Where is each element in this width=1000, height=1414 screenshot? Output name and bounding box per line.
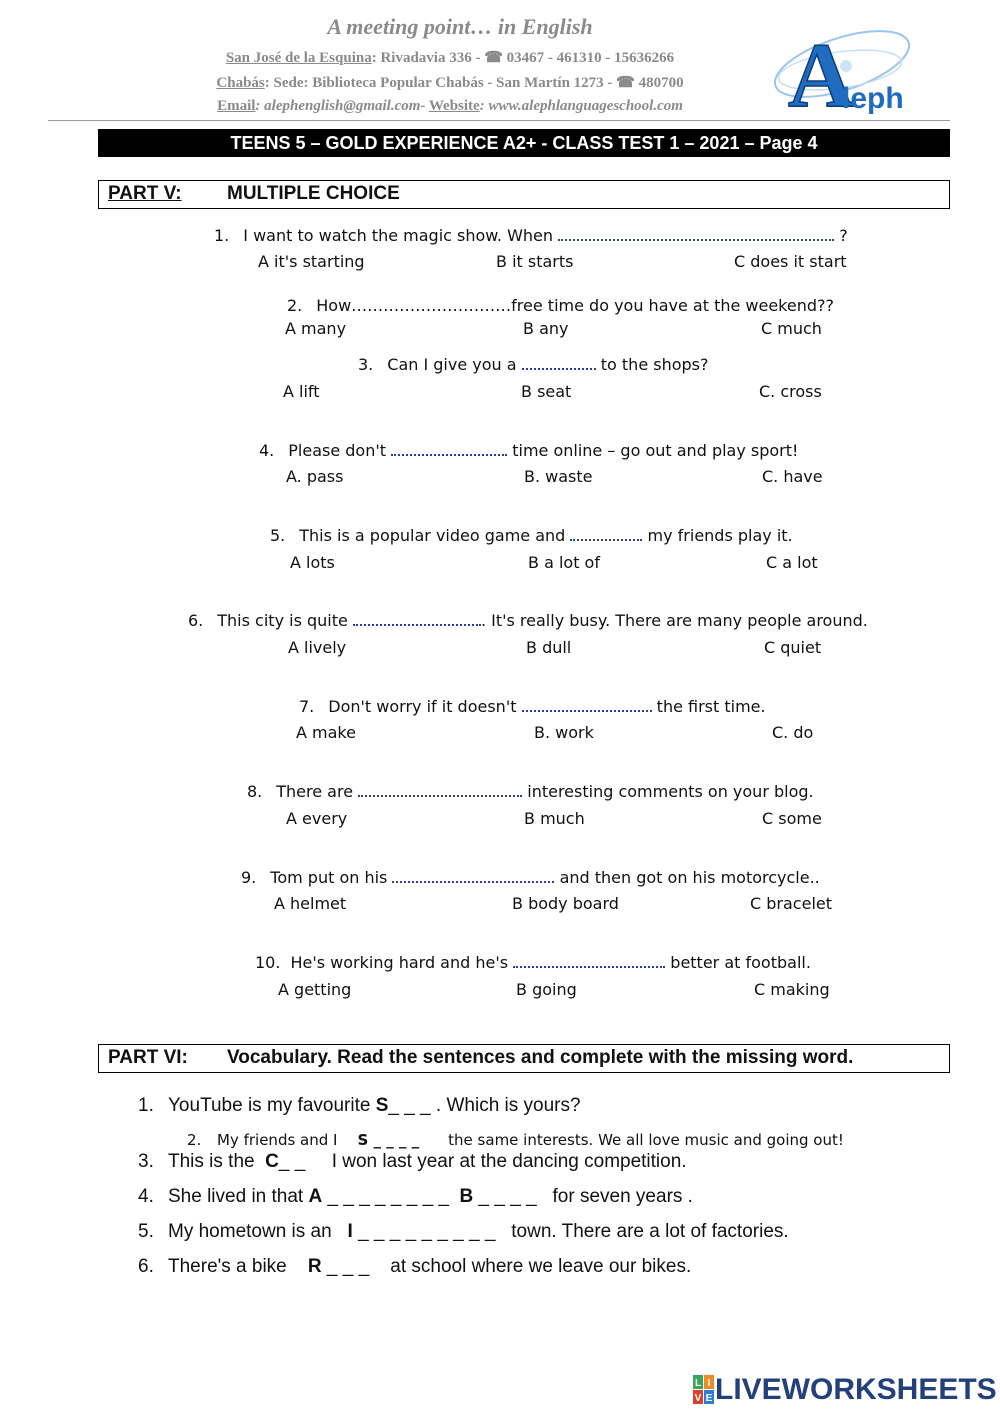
question-text-after: better at football. bbox=[670, 953, 811, 972]
vocab-item-4 bbox=[138, 1186, 693, 1208]
q6-option-a[interactable]: A lively bbox=[288, 638, 347, 657]
question-text-after: ? bbox=[839, 226, 848, 245]
vocab-number: 5. bbox=[138, 1221, 154, 1242]
answer-blank-1[interactable] bbox=[558, 225, 834, 241]
q3-option-b[interactable]: B seat bbox=[521, 382, 572, 401]
vocab-blank[interactable]: _ _ _ at school where we leave our bikes. bbox=[321, 1256, 692, 1277]
vocab-text: My hometown is an bbox=[168, 1221, 348, 1242]
address-san-jose: : Rivadavia 336 - ☎ 03467 - 461310 - 15636266 bbox=[371, 50, 675, 66]
vocab-hint-letter[interactable]: C bbox=[265, 1151, 279, 1172]
question-number: 9. bbox=[241, 868, 257, 887]
question-text-after: time online – go out and play sport! bbox=[512, 441, 799, 460]
question-7 bbox=[299, 696, 766, 716]
vocab-text: This is the bbox=[168, 1151, 266, 1172]
question-text: Can I give you a bbox=[387, 355, 517, 374]
vocab-item-5 bbox=[138, 1221, 789, 1243]
logo-wordmark: leph bbox=[842, 82, 904, 115]
vocab-number: 2. bbox=[187, 1131, 202, 1149]
question-number: 8. bbox=[247, 782, 263, 801]
q9-option-a[interactable]: A helmet bbox=[274, 894, 347, 913]
website-label: Website bbox=[428, 98, 480, 114]
question-number: 2. bbox=[287, 296, 303, 315]
answer-blank-6[interactable] bbox=[353, 610, 481, 626]
location-chabas: Chabás bbox=[216, 75, 265, 91]
question-text: This is a popular video game and bbox=[299, 526, 566, 545]
question-2 bbox=[287, 296, 834, 315]
vocab-text: YouTube is my favourite bbox=[168, 1095, 376, 1116]
part6-heading bbox=[98, 1044, 950, 1073]
email-label: Email bbox=[217, 98, 256, 114]
q1-option-b[interactable]: B it starts bbox=[496, 252, 574, 271]
vocab-hint-letter-2[interactable]: B bbox=[459, 1186, 474, 1207]
question-text-after: . It's really busy. There are many people around. bbox=[480, 611, 868, 630]
question-text-after: interesting comments on your blog. bbox=[527, 782, 814, 801]
question-text-after: to the shops? bbox=[600, 355, 709, 374]
test-title: TEENS 5 – GOLD EXPERIENCE A2+ - CLASS TEST 1 – 2021 – Page 4 bbox=[98, 129, 950, 157]
contact-line-san-jose bbox=[150, 48, 750, 67]
q5-option-c[interactable]: C a lot bbox=[766, 553, 818, 572]
question-number: 1. bbox=[214, 226, 230, 245]
question-1 bbox=[214, 225, 848, 245]
vocab-blank[interactable]: _ _ I won last year at the dancing competition. bbox=[278, 1151, 687, 1172]
liveworksheets-wordmark: LIVEWORKSHEETS bbox=[715, 1373, 997, 1406]
part6-label: PART VI: bbox=[108, 1047, 188, 1068]
vocab-number: 1. bbox=[138, 1095, 154, 1116]
q7-option-b[interactable]: B. work bbox=[534, 723, 594, 742]
question-text: Don't worry if it doesn't bbox=[328, 697, 517, 716]
question-number: 3. bbox=[358, 355, 374, 374]
email-value: : alephenglish@gmail.com- bbox=[255, 98, 426, 114]
question-text: I want to watch the magic show. When bbox=[243, 226, 554, 245]
part6-title: Vocabulary. Read the sentences and complete with the missing word. bbox=[227, 1047, 854, 1068]
question-text-after: the first time. bbox=[656, 697, 766, 716]
q10-option-c[interactable]: C making bbox=[754, 980, 830, 999]
question-number: 7. bbox=[299, 697, 315, 716]
q6-option-b[interactable]: B dull bbox=[526, 638, 572, 657]
question-number: 5. bbox=[270, 526, 286, 545]
vocab-number: 4. bbox=[138, 1186, 154, 1207]
vocab-hint-letter[interactable]: S bbox=[375, 1095, 389, 1116]
vocab-text: My friends and I bbox=[217, 1131, 338, 1149]
q3-option-c[interactable]: C. cross bbox=[759, 382, 822, 401]
aleph-logo bbox=[760, 18, 920, 118]
question-number: 6. bbox=[188, 611, 204, 630]
vocab-item-3 bbox=[138, 1151, 687, 1173]
question-5 bbox=[270, 525, 793, 545]
location-san-jose: San José de la Esquina bbox=[225, 50, 372, 66]
question-text: This city is quite bbox=[217, 611, 348, 630]
website-value: : www.alephlanguageschool.com bbox=[479, 98, 683, 114]
header-divider bbox=[48, 120, 950, 121]
vocab-blank[interactable]: _ _ _ _ _ _ _ _ _ town. There are a lot of factories. bbox=[352, 1221, 789, 1242]
logo-letter-1: L bbox=[694, 1378, 702, 1389]
vocab-item-1 bbox=[138, 1095, 581, 1117]
vocab-text: She lived in that bbox=[168, 1186, 309, 1207]
answer-blank-3[interactable] bbox=[522, 354, 596, 370]
question-text: Tom put on his bbox=[270, 868, 388, 887]
q8-option-b[interactable]: B much bbox=[524, 809, 585, 828]
vocab-number: 6. bbox=[138, 1256, 154, 1277]
q3-option-a[interactable]: A lift bbox=[283, 382, 320, 401]
question-number: 10. bbox=[255, 953, 281, 972]
question-8 bbox=[247, 781, 814, 801]
part5-title: MULTIPLE CHOICE bbox=[227, 183, 400, 204]
q2-option-c[interactable]: C much bbox=[761, 319, 822, 338]
liveworksheets-logo-icon bbox=[693, 1375, 715, 1405]
vocab-item-6 bbox=[138, 1256, 691, 1278]
question-text: He's working hard and he's bbox=[290, 953, 509, 972]
vocab-hint-letter[interactable]: I bbox=[347, 1221, 353, 1242]
q4-option-c[interactable]: C. have bbox=[762, 467, 823, 486]
vocab-blank-2[interactable]: _ _ _ _ for seven years . bbox=[473, 1186, 693, 1207]
answer-blank-8[interactable] bbox=[358, 781, 522, 797]
liveworksheets-brand[interactable] bbox=[693, 1374, 997, 1406]
q5-option-a[interactable]: A lots bbox=[290, 553, 335, 572]
answer-blank-7[interactable] bbox=[522, 696, 652, 712]
logo-letter-3: V bbox=[694, 1393, 702, 1404]
question-3 bbox=[358, 354, 709, 374]
vocab-blank[interactable]: _ _ _ _ _ _ _ _ bbox=[322, 1186, 460, 1207]
question-text: Please don't bbox=[288, 441, 387, 460]
logo-letter-2: I bbox=[707, 1378, 711, 1389]
answer-blank-4[interactable] bbox=[391, 440, 507, 456]
q2-option-a[interactable]: A many bbox=[285, 319, 347, 338]
question-6 bbox=[188, 610, 868, 630]
vocab-item-2 bbox=[187, 1131, 844, 1149]
question-text-after: and then got on his motorcycle.. bbox=[559, 868, 820, 887]
vocab-text: There's a bike bbox=[168, 1256, 308, 1277]
q2-option-b[interactable]: B any bbox=[523, 319, 569, 338]
q6-option-c[interactable]: C quiet bbox=[764, 638, 822, 657]
question-9 bbox=[241, 867, 820, 887]
vocab-blank[interactable]: _ _ _ . Which is yours? bbox=[388, 1095, 581, 1116]
vocab-number: 3. bbox=[138, 1151, 154, 1172]
contact-line-web bbox=[150, 98, 750, 115]
part5-heading bbox=[98, 180, 950, 209]
q8-option-a[interactable]: A every bbox=[286, 809, 348, 828]
logo-letter: A bbox=[788, 24, 855, 118]
vocab-hint-letter[interactable]: R bbox=[307, 1256, 322, 1277]
q7-option-c[interactable]: C. do bbox=[772, 723, 814, 742]
part5-label: PART V: bbox=[108, 183, 182, 204]
address-chabas: : Sede: Biblioteca Popular Chabás - San Martín 1273 - ☎ 480700 bbox=[264, 75, 684, 91]
q9-option-b[interactable]: B body board bbox=[512, 894, 619, 913]
question-text[interactable]: How…………………………free time do you have at the weekend?? bbox=[316, 296, 834, 315]
q7-option-a[interactable]: A make bbox=[296, 723, 356, 742]
question-number: 4. bbox=[259, 441, 275, 460]
q10-option-a[interactable]: A getting bbox=[278, 980, 352, 999]
q9-option-c[interactable]: C bracelet bbox=[750, 894, 832, 913]
q10-option-b[interactable]: B going bbox=[516, 980, 577, 999]
answer-blank-10[interactable] bbox=[513, 952, 665, 968]
contact-line-chabas bbox=[150, 73, 750, 92]
question-4 bbox=[259, 440, 798, 460]
question-text: There are bbox=[276, 782, 354, 801]
question-10 bbox=[255, 952, 811, 972]
q1-option-c[interactable]: C does it start bbox=[734, 252, 847, 271]
q4-option-a[interactable]: A. pass bbox=[286, 467, 344, 486]
answer-blank-5[interactable] bbox=[570, 525, 642, 541]
vocab-hint-letter[interactable]: A bbox=[308, 1186, 323, 1207]
question-text-after: my friends play it. bbox=[647, 526, 793, 545]
vocab-text-after: the same interests. We all love music and going out! bbox=[448, 1131, 844, 1149]
logo-letter-4: E bbox=[705, 1393, 713, 1404]
vocab-blank[interactable]: S _ _ _ _ bbox=[357, 1131, 420, 1149]
q5-option-b[interactable]: B a lot of bbox=[528, 553, 600, 572]
q8-option-c[interactable]: C some bbox=[762, 809, 822, 828]
q1-option-a[interactable]: A it's starting bbox=[258, 252, 365, 271]
answer-blank-9[interactable] bbox=[392, 867, 554, 883]
q4-option-b[interactable]: B. waste bbox=[524, 467, 593, 486]
school-slogan: A meeting point… in English bbox=[327, 14, 593, 39]
